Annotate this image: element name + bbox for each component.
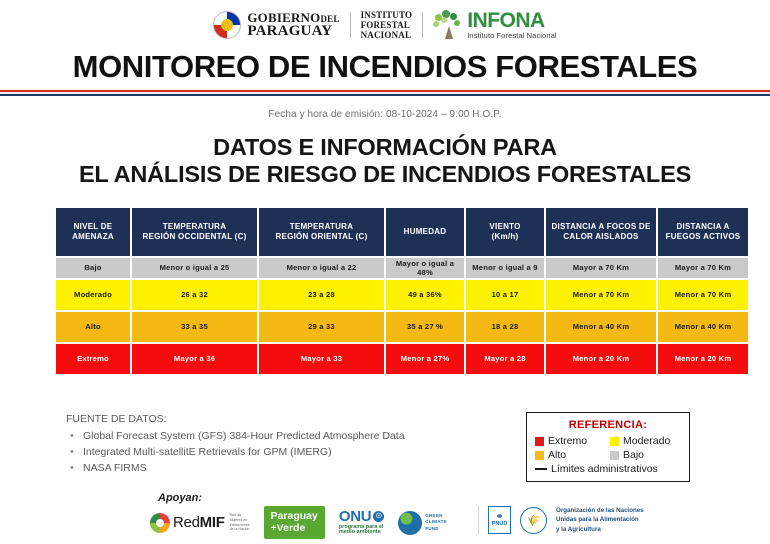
paraguay-label: PARAGUAY [247, 23, 333, 39]
infona-wordmark [467, 10, 556, 40]
table-row [56, 280, 748, 310]
risk-level-cell: Bajo [56, 258, 130, 278]
table-cell-2: Mayor o igual a 48% [386, 258, 464, 278]
table-cell-3: 18 a 28 [466, 312, 544, 342]
section-heading-line-1: DATOS E INFORMACIÓN PARA [213, 134, 557, 160]
risk-level-cell: Extremo [56, 344, 130, 374]
column-header-1: TEMPERATURA REGIÓN OCCIDENTAL (C) [132, 208, 257, 256]
onu-subtitle: programa para el medio ambiente [338, 523, 384, 536]
legend-limits-label: Límites administrativos [551, 463, 658, 475]
table-cell-1: Menor o igual a 22 [259, 258, 384, 278]
redmif-red: Red [173, 514, 200, 532]
tricolor-rule [0, 90, 770, 96]
legend-item-alto [535, 449, 606, 461]
infona-subtitle: Instituto Forestal Nacional [467, 31, 557, 41]
table-cell-4: Menor a 70 Km [546, 280, 656, 310]
table-cell-3: Menor o igual a 9 [466, 258, 544, 278]
infona-name: INFONA [467, 9, 545, 33]
onu-name: ONU [338, 507, 372, 525]
color-swatch-icon [535, 437, 544, 446]
column-header-6: DISTANCIA A FUEGOS ACTIVOS [658, 208, 748, 256]
table-cell-1: 23 a 28 [259, 280, 384, 310]
color-swatch-icon [610, 451, 619, 460]
table-cell-3: 10 a 17 [466, 280, 544, 310]
column-header-3: HUMEDAD [386, 208, 464, 256]
risk-level-cell: Moderado [56, 280, 130, 310]
redmif-wordmark [173, 514, 225, 531]
data-sources-list [66, 429, 405, 477]
line-icon [535, 468, 547, 471]
apoyan-label: Apoyan: [158, 492, 202, 504]
redmif-mif: MIF [199, 514, 225, 532]
list-item: • Global Forecast System (GFS) 384-Hour Predicted Atmosphere Data [83, 429, 405, 445]
redmif-tagline: Red de Mujeres en Instituciones de la Nación [229, 512, 250, 532]
gcf-wordmark: GREEN CLIMATE FUND [425, 512, 447, 531]
ifn-line-3: NACIONAL [360, 30, 412, 41]
column-header-5: DISTANCIA A FOCOS DE CALOR AISLADOS [546, 208, 656, 256]
risk-table-head [56, 208, 748, 256]
column-header-4: VIENTO (Km/h) [466, 208, 544, 256]
color-swatch-icon [610, 437, 619, 446]
footer-divider [478, 506, 479, 534]
header-logo-bar [0, 0, 770, 47]
logo-divider-2 [422, 12, 423, 38]
table-cell-0: Menor o igual a 25 [132, 258, 257, 278]
legend-box [526, 412, 690, 482]
paraguay-verde-line-2: +Verde [270, 521, 306, 534]
gobierno-label: GOBIERNO [247, 10, 321, 25]
table-cell-5: Menor a 70 Km [658, 280, 748, 310]
list-item: • Integrated Multi-satellitE Retrievals for GPM (IMERG) [83, 445, 405, 461]
legend-title: REFERENCIA: [568, 419, 648, 431]
table-cell-1: 29 a 33 [259, 312, 384, 342]
table-cell-2: 35 a 27 % [386, 312, 464, 342]
legend-label: Extremo [548, 435, 588, 447]
redmif-spiral-icon [150, 513, 170, 533]
table-cell-4: Menor a 20 Km [546, 344, 656, 374]
table-row [56, 344, 748, 374]
table-cell-2: Menor a 27% [386, 344, 464, 374]
redmif-logo [150, 513, 250, 533]
data-sources-heading: FUENTE DE DATOS: [66, 413, 167, 425]
table-cell-5: Menor a 20 Km [658, 344, 748, 374]
del-label: DEL [320, 14, 340, 24]
sponsor-logos [150, 506, 447, 539]
tree-icon [433, 10, 463, 40]
emission-datetime: Fecha y hora de emisión: 08-10-2024 – 9:00 H.O.P. [268, 109, 502, 120]
column-header-2: TEMPERATURA REGIÓN ORIENTAL (C) [259, 208, 384, 256]
section-heading-line-2: EL ANÁLISIS DE RIESGO DE INCENDIOS FORESTALES [78, 161, 692, 188]
data-sources-block [66, 412, 405, 477]
table-cell-4: Mayor a 70 Km [546, 258, 656, 278]
legend-item-limits [535, 463, 681, 475]
paraguay-verde-logo [264, 506, 325, 539]
rule-blue [0, 94, 770, 96]
color-swatch-icon [535, 451, 544, 460]
table-cell-4: Menor a 40 Km [546, 312, 656, 342]
legend-item-moderado [610, 435, 681, 447]
list-item: • NASA FIRMS [83, 461, 405, 477]
ifn-line-1: INSTITUTO [360, 9, 413, 20]
pnud-label: PNUD [491, 520, 508, 527]
table-cell-0: 26 a 32 [132, 280, 257, 310]
legend-item-extremo [535, 435, 606, 447]
table-cell-5: Menor a 40 Km [658, 312, 748, 342]
fao-wordmark: Organización de las Naciones Unidas para la Alimentación y la Agricultura [556, 507, 644, 533]
pnud-logo [488, 506, 511, 534]
ifn-line-2: FORESTAL [360, 19, 411, 30]
column-header-0: NIVEL DE AMENAZA [56, 208, 130, 256]
legend-items [535, 435, 681, 461]
legend-label: Bajo [623, 449, 645, 461]
risk-table-body [56, 258, 748, 374]
green-globe-icon [398, 511, 422, 535]
fao-seal-icon: 🌾 [520, 507, 547, 534]
instituto-forestal-nacional-wordmark [361, 10, 413, 40]
table-cell-2: 49 a 36% [386, 280, 464, 310]
table-cell-1: Mayor a 33 [259, 344, 384, 374]
risk-table-container [54, 206, 741, 376]
gobierno-paraguay-logo [213, 11, 339, 39]
risk-table [54, 206, 750, 376]
infona-logo [433, 10, 556, 40]
table-cell-0: Mayor a 36 [132, 344, 257, 374]
section-heading [0, 134, 770, 189]
legend-item-bajo [610, 449, 681, 461]
risk-table-header-row [56, 208, 748, 256]
un-emblem-icon: ⚭ [495, 511, 504, 522]
paraguay-seal-icon [213, 11, 241, 39]
risk-level-cell: Alto [56, 312, 130, 342]
table-cell-5: Mayor a 70 Km [658, 258, 748, 278]
globe-icon: ☉ [373, 511, 384, 522]
table-cell-0: 33 a 35 [132, 312, 257, 342]
onu-medio-ambiente-logo [339, 509, 384, 536]
page-title: MONITOREO DE INCENDIOS FORESTALES [72, 49, 698, 84]
gobierno-paraguay-wordmark [247, 11, 339, 39]
legend-label: Alto [548, 449, 567, 461]
logo-divider-1 [350, 12, 351, 38]
table-cell-3: Mayor a 28 [466, 344, 544, 374]
un-agency-logos [478, 506, 644, 534]
legend-label: Moderado [623, 435, 671, 447]
green-climate-fund-logo [398, 511, 446, 535]
paraguay-verde-line-1: Paraguay [270, 510, 318, 522]
table-row [56, 312, 748, 342]
table-row [56, 258, 748, 278]
